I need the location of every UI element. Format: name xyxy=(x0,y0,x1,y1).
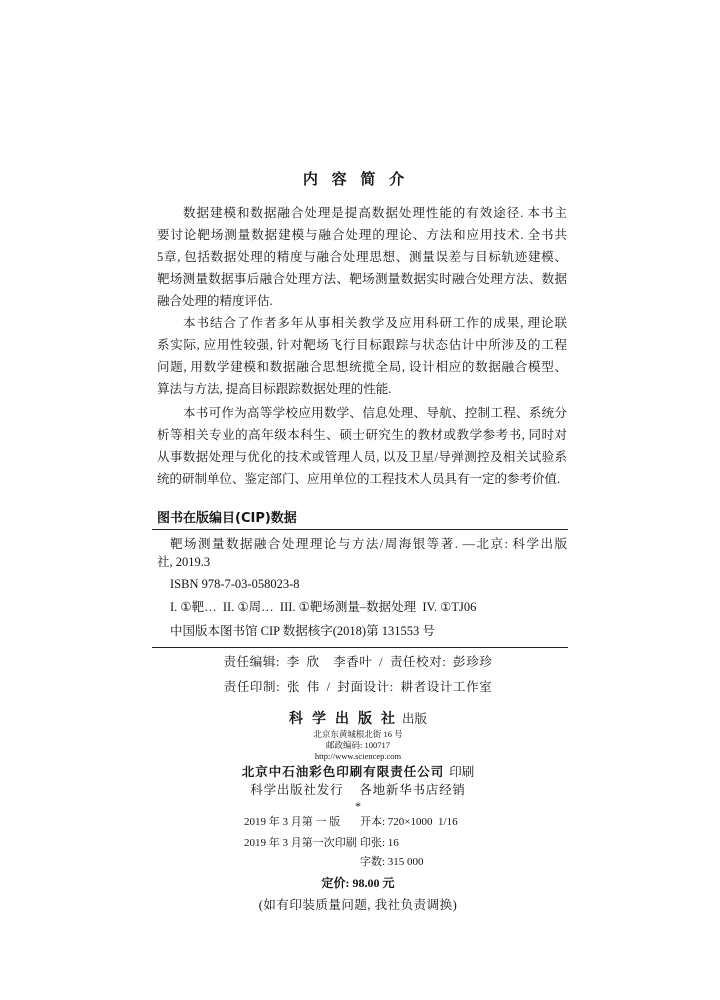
text-line: 析等相关专业的高年级本科生、硕士研究生的教材或教学参考书, 同时对 xyxy=(157,428,567,442)
cip-heading: 图书在版编目(CIP)数据 xyxy=(157,511,297,526)
cip-line: 靶场测量数据融合处理理论与方法/周海银等著. —北京: 科学出版 xyxy=(170,537,567,551)
first-printing: 2019 年 3 月第一次印刷 xyxy=(244,837,357,849)
publisher-website: http://www.sciencep.com xyxy=(314,751,402,761)
printer-line xyxy=(150,764,566,780)
cip-isbn: ISBN 978-7-03-058023-8 xyxy=(170,577,300,591)
publisher-postcode: 邮政编码: 100717 xyxy=(326,740,390,750)
cip-classification: I. ①靶… II. ①周… III. ①靶场测量–数据处理 IV. ①TJ06 xyxy=(170,600,477,614)
printer-name: 北京中石油彩色印刷有限责任公司 xyxy=(241,765,445,779)
word-count: 字数: 315 000 xyxy=(360,856,424,868)
production-credits: 责任印制: 张 伟 / 封面设计: 耕者设计工作室 xyxy=(223,680,493,694)
cip-line: 社, 2019.3 xyxy=(157,555,211,569)
text-line: 统的研制单位、鉴定部门、应用单位的工程技术人员具有一定的参考价值. xyxy=(157,472,561,486)
publisher-address: 北京东黄城根北街 16 号 xyxy=(313,729,403,739)
book-format: 开本: 720×1000 1/16 xyxy=(360,816,458,828)
distribution-line: 科学出版社发行 各地新华书店经销 xyxy=(250,783,466,797)
first-edition: 2019 年 3 月第 一 版 xyxy=(244,816,341,828)
editor-credits: 责任编辑: 李 欣 李香叶 / 责任校对: 彭珍珍 xyxy=(223,655,493,669)
price: 定价: 98.00 元 xyxy=(321,876,395,890)
text-line: 算法与方法, 提高目标跟踪数据处理的性能. xyxy=(157,382,392,396)
text-line: 本书可作为高等学校应用数学、信息处理、导航、控制工程、系统分 xyxy=(183,406,567,420)
text-line: 数据建模和数据融合处理是提高数据处理性能的有效途径. 本书主 xyxy=(183,206,567,220)
cip-record-number: 中国版本图书馆 CIP 数据核字(2018)第 131553 号 xyxy=(170,624,435,638)
text-line: 本书结合了作者多年从事相关教学及应用科研工作的成果, 理论联 xyxy=(183,316,567,330)
publisher-line xyxy=(150,710,566,729)
cip-top-rule xyxy=(152,529,568,530)
separator-star: * xyxy=(355,799,361,813)
cip-bottom-rule xyxy=(152,647,568,648)
publisher-action: 出版 xyxy=(401,712,427,726)
text-line: 融合处理的精度评估. xyxy=(157,294,273,308)
edition-row xyxy=(244,815,458,829)
text-line: 5章, 包括数据处理的精度与融合处理思想、测量误差与目标轨迹建模、 xyxy=(157,250,567,264)
text-line: 系实际, 应用性较强, 针对靶场飞行目标跟踪与状态估计中所涉及的工程 xyxy=(157,338,567,352)
text-line: 从事数据处理与优化的技术或管理人员, 以及卫星/导弹测控及相关试验系 xyxy=(157,450,567,464)
quality-notice: (如有印装质量问题, 我社负责调换) xyxy=(258,898,458,912)
text-line: 靶场测量数据事后融合处理方法、靶场测量数据实时融合处理方法、数据 xyxy=(157,272,567,286)
text-line: 要讨论靶场测量数据建模与融合处理的理论、方法和应用技术. 全书共 xyxy=(157,228,567,242)
section-title: 内 容 简 介 xyxy=(302,172,410,188)
printing-row xyxy=(244,836,399,850)
printer-action: 印刷 xyxy=(449,765,475,779)
printed-sheets: 印张: 16 xyxy=(360,837,399,849)
publisher-logo: 科学出版社 xyxy=(288,712,404,727)
text-line: 问题, 用数学建模和数据融合思想统揽全局, 设计相应的数据融合模型、 xyxy=(157,360,567,374)
